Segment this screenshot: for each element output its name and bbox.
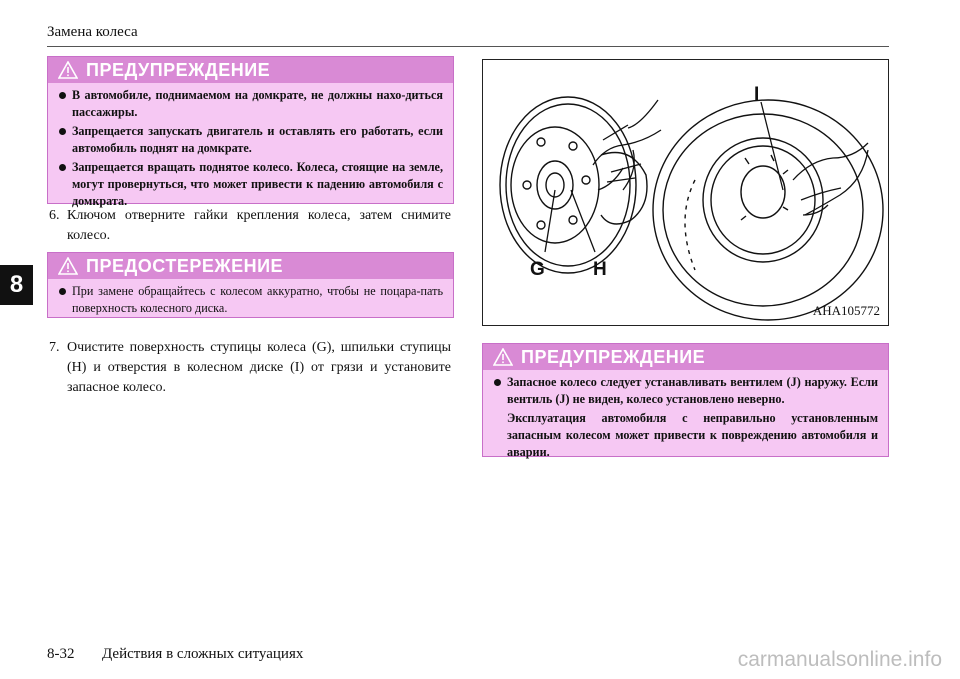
- step-7: [49, 338, 451, 398]
- bullet-icon: [59, 92, 66, 99]
- callout-label-i: I: [754, 84, 760, 105]
- warning-box-top: [47, 56, 454, 208]
- warning-title: ПРЕДУПРЕЖДЕНИЕ: [521, 346, 706, 367]
- warning-item-continuation: Эксплуатация автомобиля с неправильно установленным запасным колесом может привести к повреждению автомобиля и аварии.: [507, 411, 878, 459]
- header-divider: [47, 46, 889, 47]
- warning-list: [483, 370, 888, 469]
- warning-item: Запасное колесо следует устанавливать вентилем (J) наружу. Если вентиль (J) не виден, колесо установлено неверно.: [493, 374, 878, 408]
- warning-list: [48, 83, 453, 218]
- hand-drawing-left: [593, 100, 661, 190]
- caution-item: При замене обращайтесь с колесом аккуратно, чтобы не поцара-пать поверхность колесного диска.: [58, 283, 443, 317]
- warning-triangle-icon: [58, 257, 78, 275]
- hand-drawing-right: [793, 143, 868, 215]
- brake-disc-drawing: [500, 97, 647, 273]
- watermark: carmanualsonline.info: [737, 648, 942, 671]
- step-number: 7.: [49, 340, 60, 355]
- caution-list: [48, 279, 453, 325]
- warning-box-header: [48, 57, 453, 83]
- bullet-icon: [59, 128, 66, 135]
- warning-triangle-icon: [58, 61, 78, 79]
- chapter-tab: 8: [0, 265, 33, 305]
- figure-code: AHA105772: [812, 303, 880, 318]
- step-text: Очистите поверхность ступицы колеса (G), шпильки ступицы (H) и отверстия в колесном диске (I) от грязи и установите запасное колесо.: [67, 340, 451, 395]
- warning-box-right: [482, 343, 889, 457]
- callout-label-g: G: [530, 259, 545, 280]
- page-header-title: Замена колеса: [47, 24, 138, 40]
- step-number: 6.: [49, 208, 60, 223]
- warning-item: Запрещается запускать двигатель и оставлять его работать, если автомобиль поднят на домкрате.: [58, 123, 443, 157]
- step-text: Ключом отверните гайки крепления колеса, затем снимите колесо.: [67, 208, 451, 243]
- footer-section-title: Действия в сложных ситуациях: [102, 646, 304, 662]
- warning-item: Запрещается вращать поднятое колесо. Колеса, стоящие на земле, могут провернуться, что может привести к падению автомобиля с домкрата.: [58, 159, 443, 210]
- step-6: [49, 206, 451, 246]
- caution-title: ПРЕДОСТЕРЕЖЕНИЕ: [86, 255, 284, 276]
- callout-label-h: H: [593, 259, 607, 280]
- caution-box-header: [48, 253, 453, 279]
- bullet-icon: [494, 379, 501, 386]
- page-number: 8-32: [47, 646, 75, 662]
- wheel-rim-drawing: [653, 100, 883, 320]
- wheel-hub-illustration: [482, 59, 889, 326]
- caution-box: [47, 252, 454, 318]
- warning-title: ПРЕДУПРЕЖДЕНИЕ: [86, 59, 271, 80]
- warning-box-header: [483, 344, 888, 370]
- bullet-icon: [59, 288, 66, 295]
- callout-leader-lines: [545, 102, 783, 252]
- warning-triangle-icon: [493, 348, 513, 366]
- warning-item: В автомобиле, поднимаемом на домкрате, не должны нахо-диться пассажиры.: [58, 87, 443, 121]
- wheel-hub-drawing: [483, 60, 888, 325]
- bullet-icon: [59, 164, 66, 171]
